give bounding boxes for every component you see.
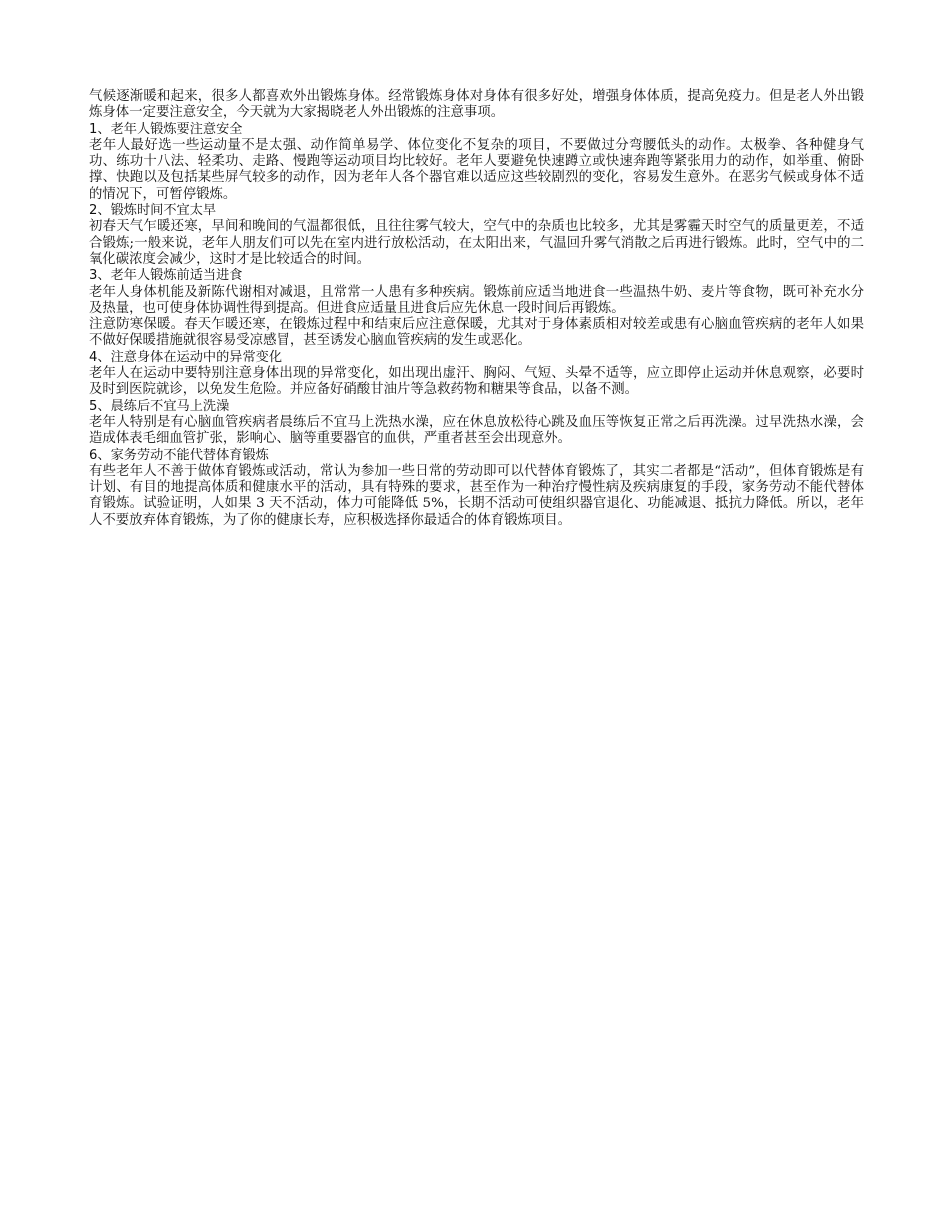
section-paragraph: 有些老年人不善于做体育锻炼或活动，常认为参加一些日常的劳动即可以代替体育锻炼了，其实二者都是“活动”，但体育锻炼是有计划、有目的地提高体质和健康水平的活动，具有特殊的要求，甚至作为一种治疗慢性病及疾病康复的手段，家务劳动不能代替体育锻炼。试验证明，人如果 3 天不活动，体力可能降低 5%，长期不活动可使组织器官退化、功能减退、抵抗力降低。所以，老年人不要放弃体育锻炼，为了你的健康长寿，应积极选择你最适合的体育锻炼项目。: [89, 463, 864, 528]
section-heading-5: 5、晨练后不宜马上洗澡: [89, 398, 230, 414]
document-body: [89, 89, 864, 529]
section-heading-4: 4、注意身体在运动中的异常变化: [89, 349, 283, 365]
section-paragraph: 老年人身体机能及新陈代谢相对减退，且常常一人患有多种疾病。锻炼前应适当地进食一些温热牛奶、麦片等食物，既可补充水分及热量，也可使身体协调性得到提高。但进食应适量且进食后应先休息一段时间后再锻炼。: [89, 284, 864, 316]
intro-paragraph: 气候逐渐暖和起来，很多人都喜欢外出锻炼身体。经常锻炼身体对身体有很多好处，增强身体体质，提高免疫力。但是老人外出锻炼身体一定要注意安全，今天就为大家揭晓老人外出锻炼的注意事项。: [89, 89, 864, 121]
section-paragraph: 老年人特别是有心脑血管疾病者晨练后不宜马上洗热水澡，应在休息放松待心跳及血压等恢复正常之后再洗澡。过早洗热水澡，会造成体表毛细血管扩张，影响心、脑等重要器官的血供，严重者甚至会出现意外。: [89, 414, 864, 447]
section-heading-3: 3、老年人锻炼前适当进食: [89, 268, 243, 284]
section-heading-2: 2、锻炼时间不宜太早: [89, 203, 217, 219]
section-paragraph: 注意防寒保暖。春天乍暖还寒，在锻炼过程中和结束后应注意保暖，尤其对于身体素质相对较差或患有心脑血管疾病的老年人如果不做好保暖措施就很容易受凉感冒，甚至诱发心脑血管疾病的发生或恶化。: [89, 317, 864, 349]
section-paragraph: 老年人最好选一些运动量不是太强、动作简单易学、体位变化不复杂的项目，不要做过分弯腰低头的动作。太极拳、各种健身气功、练功十八法、轻柔功、走路、慢跑等运动项目均比较好。老年人要避免快速蹲立或快速奔跑等紧张用力的动作，如举重、俯卧撑、快跑以及包括某些屏气较多的动作，因为老年人各个器官难以适应这些较剧烈的变化，容易发生意外。在恶劣气候或身体不适的情况下，可暂停锻炼。: [89, 137, 864, 202]
section-heading-6: 6、家务劳动不能代替体育锻炼: [89, 447, 269, 463]
section-paragraph: 初春天气乍暖还寒，早间和晚间的气温都很低，且往往雾气较大，空气中的杂质也比较多，尤其是雾霾天时空气的质量更差，不适合锻炼;一般来说，老年人朋友们可以先在室内进行放松活动，在太阳出来，气温回升雾气消散之后再进行锻炼。此时，空气中的二氧化碳浓度会减少，这时才是比较适合的时间。: [89, 219, 864, 267]
section-paragraph: 老年人在运动中要特别注意身体出现的异常变化，如出现出虚汗、胸闷、气短、头晕不适等，应立即停止运动并休息观察，必要时及时到医院就诊，以免发生危险。并应备好硝酸甘油片等急救药物和糖果等食品，以备不测。: [89, 366, 864, 398]
section-heading-1: 1、老年人锻炼要注意安全: [89, 121, 243, 137]
